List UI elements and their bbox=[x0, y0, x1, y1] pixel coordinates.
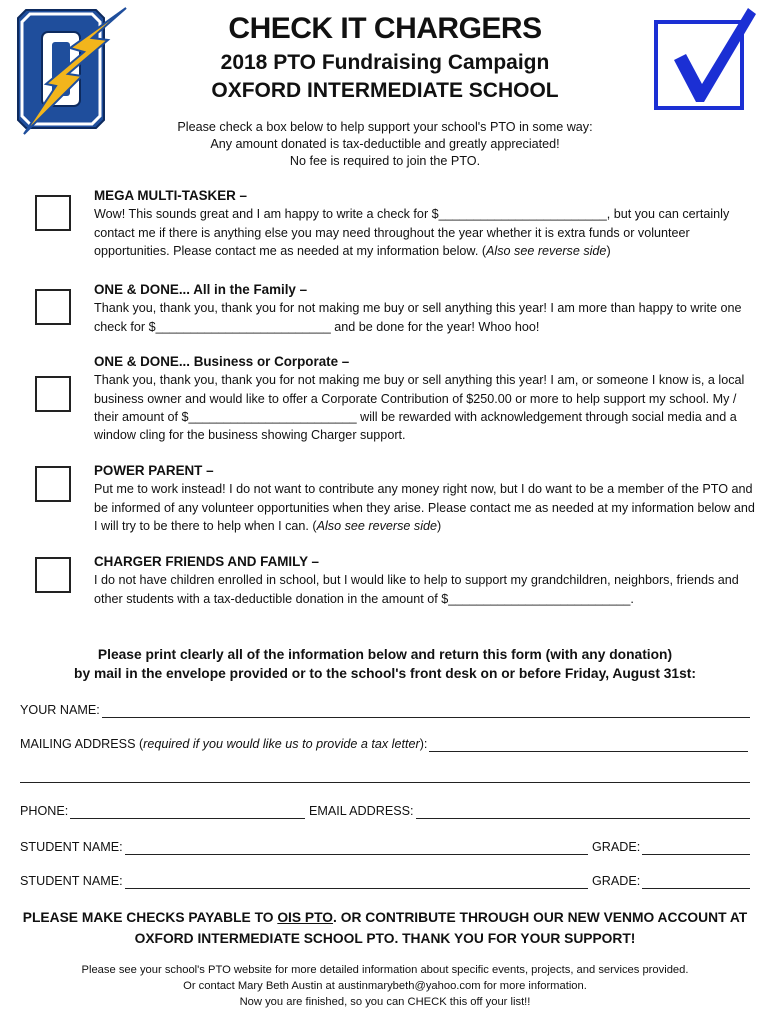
student-name-input-1[interactable] bbox=[125, 842, 588, 855]
email-input[interactable] bbox=[416, 806, 750, 819]
phone-field[interactable]: PHONE: bbox=[20, 803, 305, 819]
your-name-input[interactable] bbox=[102, 705, 750, 718]
intro-text: Please check a box below to help support your school's PTO in some way: Any amount donated is tax-deductible and greatly appreciated! No fee is required to join the PTO. bbox=[177, 120, 593, 168]
page-title: CHECK IT CHARGERS bbox=[228, 12, 542, 45]
checkbox-mega-multi-tasker[interactable] bbox=[35, 195, 71, 231]
page-subtitle: 2018 PTO Fundraising Campaign bbox=[220, 51, 550, 74]
student-name-input-2[interactable] bbox=[125, 876, 588, 889]
option-one-done-family: ONE & DONE... All in the Family – Thank you, thank you, thank you for not making me buy or sell anything this year! I am more than happy to write one check for $_________________________ and be done for the year! Whoo hoo! bbox=[94, 282, 742, 334]
checkbox-one-done-family[interactable] bbox=[35, 289, 71, 325]
school-name: OXFORD INTERMEDIATE SCHOOL bbox=[211, 79, 559, 102]
grade-input-1[interactable] bbox=[642, 842, 750, 855]
mailing-address-field[interactable]: MAILING ADDRESS (required if you would like us to provide a tax letter): bbox=[20, 736, 748, 752]
option-mega-multi-tasker: MEGA MULTI-TASKER – Wow! This sounds great and I am happy to write a check for $________________________, but you can certainly contact me if there is anything else you may need throughout the year whether it is extra funds or volunteer opportunities. Please contact me as needed at my information below. (Also see reverse side) bbox=[94, 188, 730, 258]
mailing-address-line-2[interactable] bbox=[20, 770, 750, 783]
mailing-address-input-2[interactable] bbox=[20, 770, 750, 783]
option-power-parent: POWER PARENT – Put me to work instead! I do not want to contribute any money right now, but I do want to be a member of the PTO and be informed of any volunteer opportunities when they arise. Please contact me as needed at my information below and I will try to be there to help when I can. (Also see reverse side) bbox=[94, 463, 755, 533]
checkbox-charger-friends[interactable] bbox=[35, 557, 71, 593]
student-name-field-2[interactable]: STUDENT NAME: bbox=[20, 873, 588, 889]
grade-field-2[interactable]: GRADE: bbox=[592, 873, 750, 889]
phone-input[interactable] bbox=[70, 806, 305, 819]
option-charger-friends: CHARGER FRIENDS AND FAMILY – I do not have children enrolled in school, but I would like to help to support my grandchildren, neighbors, friends and other students with a tax-deductible donation in the amount of $__________________________. bbox=[94, 554, 739, 606]
school-logo bbox=[12, 4, 130, 136]
checkbox-one-done-business[interactable] bbox=[35, 376, 71, 412]
grade-input-2[interactable] bbox=[642, 876, 750, 889]
your-name-field[interactable]: YOUR NAME: bbox=[20, 702, 750, 718]
checkbox-power-parent[interactable] bbox=[35, 466, 71, 502]
grade-field-1[interactable]: GRADE: bbox=[592, 839, 750, 855]
mailing-address-input[interactable] bbox=[429, 739, 748, 752]
payment-instructions: PLEASE MAKE CHECKS PAYABLE TO OIS PTO. OR CONTRIBUTE THROUGH OUR NEW VENMO ACCOUNT AT OXFORD INTERMEDIATE SCHOOL PTO. THANK YOU FOR YOUR SUPPORT! bbox=[22, 910, 748, 946]
option-one-done-business: ONE & DONE... Business or Corporate – Thank you, thank you, thank you for not making me buy or sell anything this year! I am, or someone I know is, a local business owner and would like to offer a Corporate Contribution of $250.00 or more to help support my school. My / their amount of $________________________ will be rewarded with acknowledgement through social media and a window cling for the business showing Charger support. bbox=[94, 354, 745, 443]
footer-note: Please see your school's PTO website for more detailed information about specific events, projects, and services provided. Or contact Mary Beth Austin at austinmarybeth@yahoo.com for more information. Now you are finished, so you can CHECK this off your list!! bbox=[81, 964, 689, 1008]
checkmark-icon bbox=[652, 4, 762, 114]
email-field[interactable]: EMAIL ADDRESS: bbox=[309, 803, 750, 819]
student-name-field-1[interactable]: STUDENT NAME: bbox=[20, 839, 588, 855]
return-instructions: Please print clearly all of the information below and return this form (with any donation) by mail in the envelope provided or to the school's front desk on or before Friday, August 31st: bbox=[74, 647, 696, 681]
